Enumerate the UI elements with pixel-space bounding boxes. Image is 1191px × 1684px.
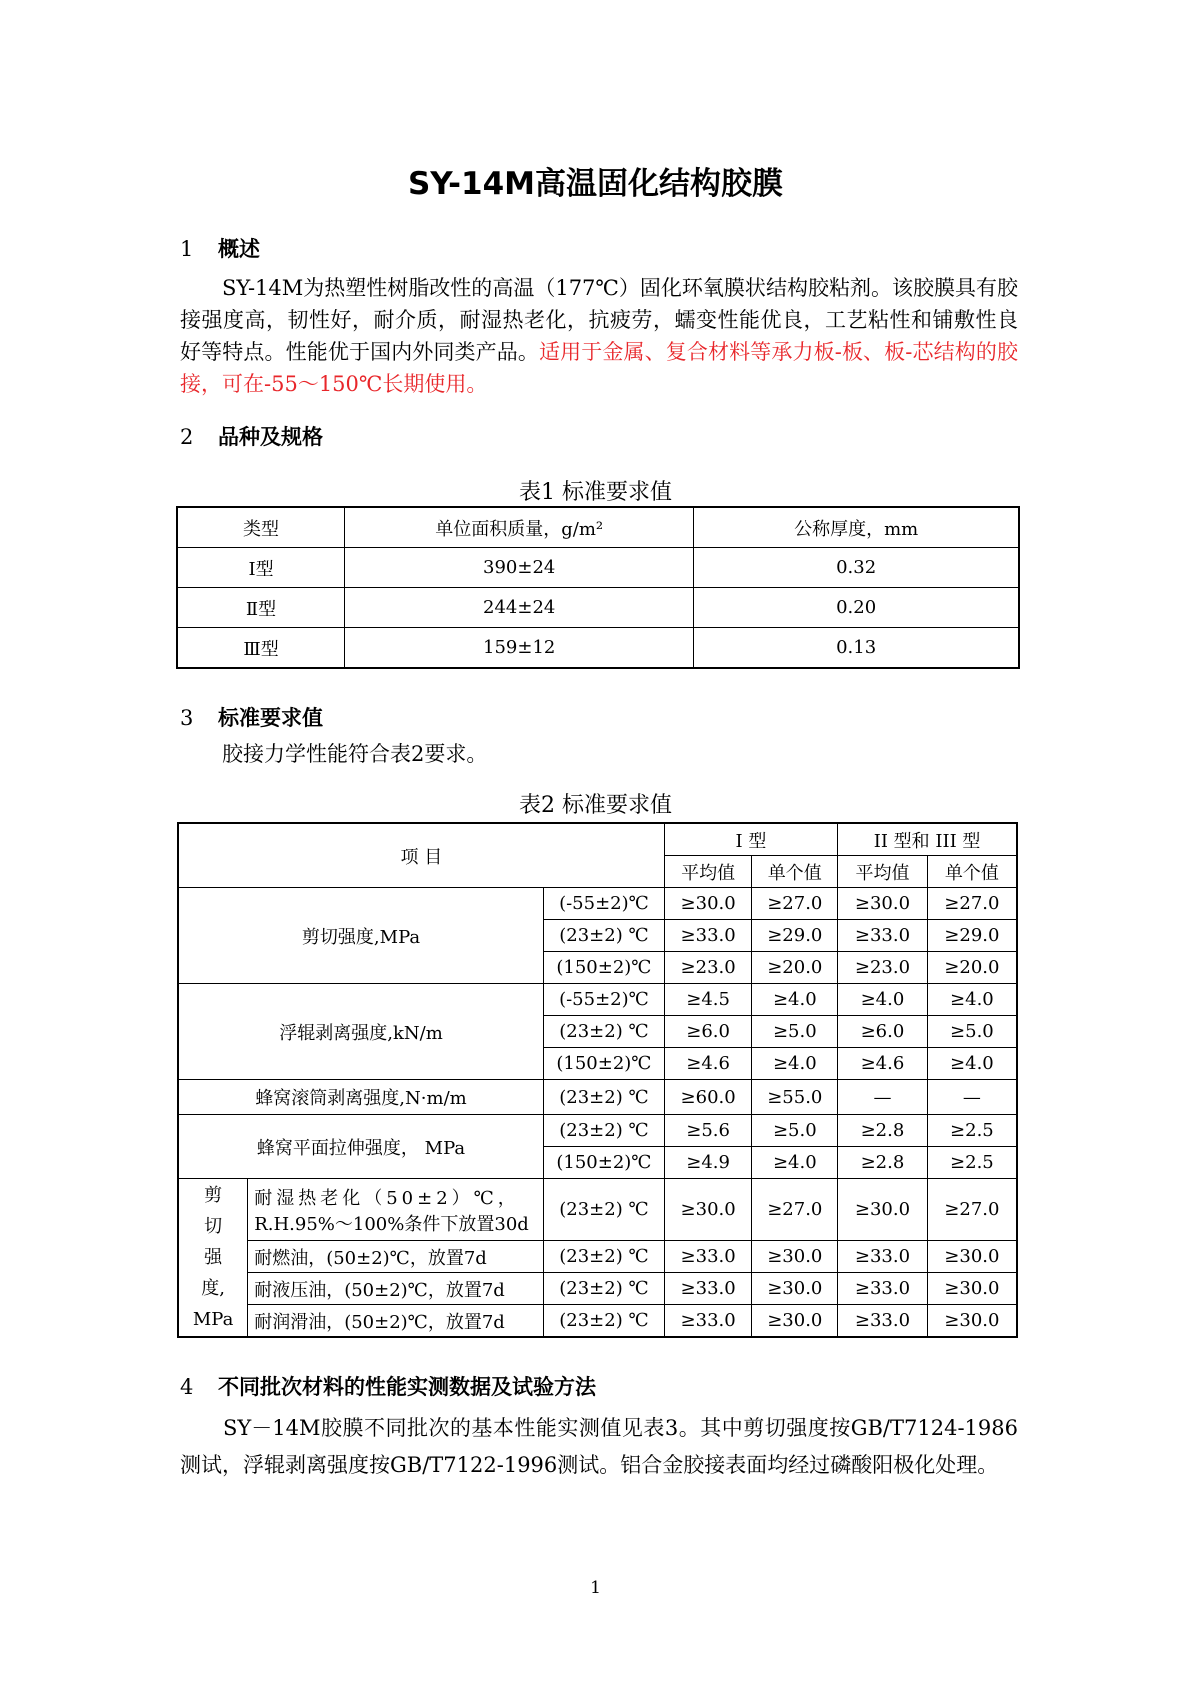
page-number: 1 <box>590 1578 601 1598</box>
section3-paragraph: 胶接力学性能符合表2要求。 <box>180 742 488 766</box>
value-cell: ≥30.0 <box>752 1241 838 1273</box>
section-number: 4 <box>180 1375 194 1399</box>
overview-text: SY-14M为热塑性树脂改性的高温（177℃）固化环氧膜状结构胶粘剂。该胶膜具有胶接强度高，韧性好，耐介质，耐湿热老化，抗疲劳，蠕变性能优良，工艺粘性和铺敷性良好等特点。性能优于国内外同类产品。 <box>180 276 1018 364</box>
overview-red-text: 适用于金属、复合材料等承力板-板、板-芯结构的胶接，可在-55～150℃长期使用。 <box>180 340 1018 396</box>
avg-header: 平均值 <box>838 856 928 888</box>
value-cell: ≥6.0 <box>664 1016 752 1048</box>
section-title: 概述 <box>218 237 260 261</box>
temp-cell: (23±2) ℃ <box>544 1305 665 1338</box>
table-row <box>178 1241 1017 1273</box>
item-header: 项 目 <box>178 823 664 888</box>
table-cell: Ⅱ型 <box>177 588 345 628</box>
value-cell: ≥20.0 <box>927 952 1017 984</box>
value-cell: ≥30.0 <box>752 1305 838 1338</box>
env-condition-label: 耐液压油，(50±2)℃，放置7d <box>248 1273 544 1305</box>
temp-cell: (23±2) ℃ <box>544 1179 665 1241</box>
table1 <box>176 506 1020 669</box>
table-cell: 390±24 <box>345 548 694 588</box>
condition-line: R.H.95%～100%条件下放置30d <box>254 1213 529 1235</box>
side-label-char: 剪 <box>204 1185 223 1206</box>
section-number: 1 <box>180 237 194 261</box>
section-1-heading <box>180 233 260 263</box>
temp-cell: (23±2) ℃ <box>544 1241 665 1273</box>
value-cell: ≥29.0 <box>927 920 1017 952</box>
single-header: 单个值 <box>927 856 1017 888</box>
value-cell: ≥5.6 <box>664 1115 752 1147</box>
value-cell: ≥33.0 <box>664 1273 752 1305</box>
table-header-row <box>178 823 1017 856</box>
value-cell: ≥29.0 <box>752 920 838 952</box>
temp-cell: (150±2)℃ <box>544 1048 665 1080</box>
value-cell: ≥4.5 <box>664 984 752 1016</box>
temp-cell: (23±2) ℃ <box>544 1016 665 1048</box>
side-label-char: 度, <box>201 1278 225 1299</box>
value-cell: ≥30.0 <box>664 888 752 920</box>
drum-peel-label: 蜂窝滚筒剥离强度,N·m/m <box>178 1080 544 1115</box>
env-shear-side-label <box>178 1179 248 1338</box>
table-row <box>177 588 1019 628</box>
type23-header: II 型和 III 型 <box>838 823 1017 856</box>
section4-paragraph: SY－14M胶膜不同批次的基本性能实测值见表3。其中剪切强度按GB/T7124-1986测试，浮辊剥离强度按GB/T7122-1996测试。铝合金胶接表面均经过磷酸阳极化处理。 <box>180 1416 1018 1477</box>
table-row <box>178 1080 1017 1115</box>
peel-label: 浮辊剥离强度,kN/m <box>178 984 544 1080</box>
value-cell: ≥30.0 <box>838 888 928 920</box>
header-cell: 单位面积质量，g/m² <box>345 507 694 548</box>
value-cell: ≥4.0 <box>927 984 1017 1016</box>
value-cell: ≥27.0 <box>752 888 838 920</box>
temp-cell: (23±2) ℃ <box>544 1273 665 1305</box>
table-row <box>178 1115 1017 1147</box>
page-title: SY-14M高温固化结构胶膜 <box>407 166 784 202</box>
table-row <box>178 1179 1017 1241</box>
temp-cell: (23±2) ℃ <box>544 920 665 952</box>
section-title: 不同批次材料的性能实测数据及试验方法 <box>218 1375 596 1399</box>
value-cell: ≥6.0 <box>838 1016 928 1048</box>
flatwise-label: 蜂窝平面拉伸强度， MPa <box>178 1115 544 1179</box>
env-condition-label: 耐润滑油，(50±2)℃，放置7d <box>248 1305 544 1338</box>
value-cell: ≥2.5 <box>927 1147 1017 1179</box>
section-title: 品种及规格 <box>218 425 323 449</box>
value-cell: ≥4.0 <box>927 1048 1017 1080</box>
value-cell: ≥27.0 <box>927 888 1017 920</box>
header-cell: 公称厚度，mm <box>694 507 1019 548</box>
value-cell: ≥27.0 <box>752 1179 838 1241</box>
table-cell: 0.32 <box>694 548 1019 588</box>
value-cell: ≥4.6 <box>838 1048 928 1080</box>
temp-cell: (-55±2)℃ <box>544 888 665 920</box>
value-cell: ≥4.6 <box>664 1048 752 1080</box>
value-cell: — <box>838 1080 928 1115</box>
table-cell: Ⅲ型 <box>177 628 345 669</box>
value-cell: ≥33.0 <box>838 920 928 952</box>
header-cell: 类型 <box>177 507 345 548</box>
table-row <box>178 984 1017 1016</box>
value-cell: ≥4.0 <box>752 984 838 1016</box>
table-cell: Ⅰ型 <box>177 548 345 588</box>
table-cell: 159±12 <box>345 628 694 669</box>
value-cell: ≥30.0 <box>752 1273 838 1305</box>
table-cell: 244±24 <box>345 588 694 628</box>
value-cell: — <box>927 1080 1017 1115</box>
value-cell: ≥20.0 <box>752 952 838 984</box>
env-condition-label: 耐燃油，(50±2)℃，放置7d <box>248 1241 544 1273</box>
value-cell: ≥4.0 <box>752 1048 838 1080</box>
value-cell: ≥4.9 <box>664 1147 752 1179</box>
value-cell: ≥23.0 <box>664 952 752 984</box>
value-cell: ≥30.0 <box>838 1179 928 1241</box>
table-header-row <box>177 507 1019 548</box>
type1-header: I 型 <box>664 823 837 856</box>
value-cell: ≥4.0 <box>752 1147 838 1179</box>
value-cell: ≥33.0 <box>838 1273 928 1305</box>
temp-cell: (-55±2)℃ <box>544 984 665 1016</box>
temp-cell: (150±2)℃ <box>544 952 665 984</box>
table-row <box>178 888 1017 920</box>
table2 <box>177 822 1018 1338</box>
value-cell: ≥2.8 <box>838 1115 928 1147</box>
value-cell: ≥33.0 <box>838 1305 928 1338</box>
value-cell: ≥33.0 <box>664 1305 752 1338</box>
section-number: 3 <box>180 706 194 730</box>
table2-caption: 表2 标准要求值 <box>519 793 672 818</box>
temp-cell: (23±2) ℃ <box>544 1115 665 1147</box>
table-row <box>177 548 1019 588</box>
table-row <box>178 1305 1017 1338</box>
side-label-char: 切 <box>204 1216 223 1237</box>
value-cell: ≥33.0 <box>664 1241 752 1273</box>
avg-header: 平均值 <box>664 856 752 888</box>
condition-line: 耐湿热老化（50±2）℃， <box>254 1187 520 1209</box>
value-cell: ≥30.0 <box>664 1179 752 1241</box>
value-cell: ≥30.0 <box>927 1273 1017 1305</box>
table-cell: 0.13 <box>694 628 1019 669</box>
value-cell: ≥30.0 <box>927 1305 1017 1338</box>
temp-cell: (150±2)℃ <box>544 1147 665 1179</box>
section-4-heading <box>180 1371 596 1401</box>
table-cell: 0.20 <box>694 588 1019 628</box>
value-cell: ≥2.5 <box>927 1115 1017 1147</box>
section-number: 2 <box>180 425 194 449</box>
value-cell: ≥55.0 <box>752 1080 838 1115</box>
value-cell: ≥4.0 <box>838 984 928 1016</box>
section-3-heading <box>180 702 323 732</box>
value-cell: ≥30.0 <box>927 1241 1017 1273</box>
side-label-char: MPa <box>192 1309 234 1330</box>
section-2-heading <box>180 421 323 451</box>
overview-paragraph <box>180 272 1018 400</box>
table1-caption: 表1 标准要求值 <box>519 480 672 505</box>
value-cell: ≥23.0 <box>838 952 928 984</box>
value-cell: ≥5.0 <box>752 1115 838 1147</box>
value-cell: ≥60.0 <box>664 1080 752 1115</box>
side-label-char: 强 <box>204 1247 223 1268</box>
env-condition-label <box>248 1179 544 1241</box>
table-row <box>177 628 1019 669</box>
table-row <box>178 1273 1017 1305</box>
value-cell: ≥2.8 <box>838 1147 928 1179</box>
temp-cell: (23±2) ℃ <box>544 1080 665 1115</box>
value-cell: ≥33.0 <box>664 920 752 952</box>
value-cell: ≥5.0 <box>927 1016 1017 1048</box>
value-cell: ≥33.0 <box>838 1241 928 1273</box>
single-header: 单个值 <box>752 856 838 888</box>
section-title: 标准要求值 <box>218 706 323 730</box>
shear-label: 剪切强度,MPa <box>178 888 544 984</box>
value-cell: ≥5.0 <box>752 1016 838 1048</box>
value-cell: ≥27.0 <box>927 1179 1017 1241</box>
